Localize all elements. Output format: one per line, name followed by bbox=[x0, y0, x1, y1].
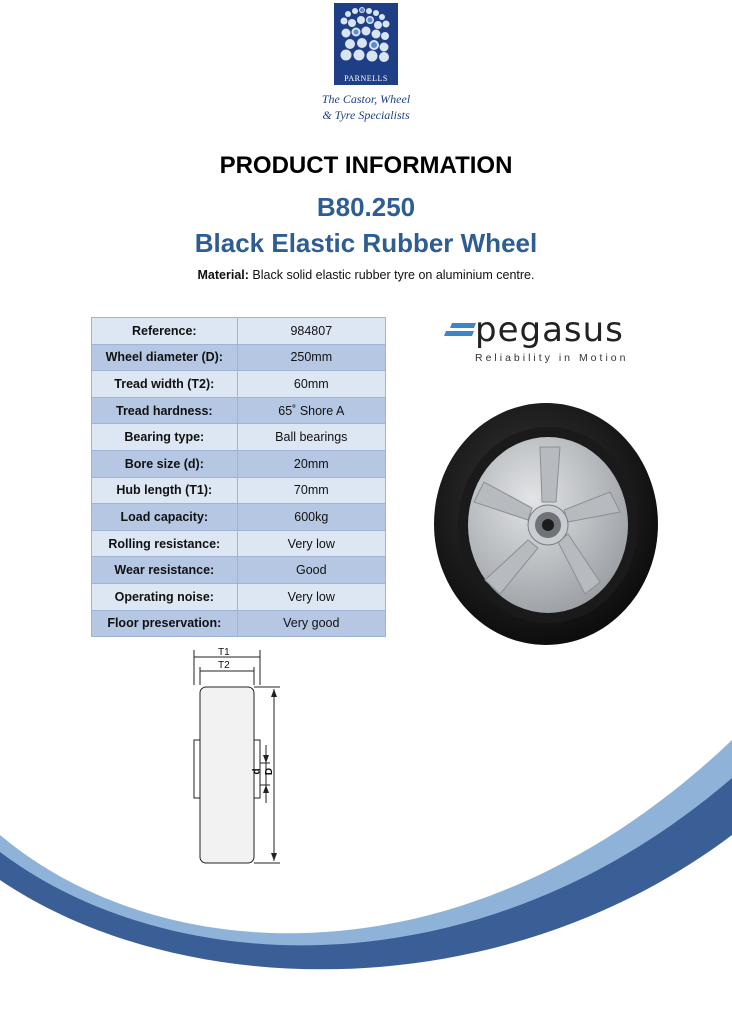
spec-value: 600kg bbox=[237, 504, 385, 531]
tagline-line-2: & Tyre Specialists bbox=[322, 108, 410, 122]
table-row bbox=[92, 397, 386, 424]
spec-key: Tread width (T2): bbox=[92, 371, 238, 398]
pegasus-logo bbox=[444, 310, 629, 368]
table-row bbox=[92, 583, 386, 610]
spec-key: Wear resistance: bbox=[92, 557, 238, 584]
table-row bbox=[92, 557, 386, 584]
spec-value: Very low bbox=[237, 583, 385, 610]
spec-value: 60mm bbox=[237, 371, 385, 398]
spec-value: Very good bbox=[237, 610, 385, 637]
material-text: Black solid elastic rubber tyre on aluminium centre. bbox=[252, 268, 535, 282]
brand-name: PARNELLS bbox=[344, 74, 388, 83]
spec-key: Hub length (T1): bbox=[92, 477, 238, 504]
material-label: Material: bbox=[197, 268, 249, 282]
dim-t2-label: T2 bbox=[218, 660, 230, 671]
dim-bore-label: d bbox=[251, 768, 263, 775]
spec-key: Reference: bbox=[92, 318, 238, 345]
spec-key: Load capacity: bbox=[92, 504, 238, 531]
spec-value: Ball bearings bbox=[237, 424, 385, 451]
spec-value: 65˚ Shore A bbox=[237, 397, 385, 424]
spec-value: Good bbox=[237, 557, 385, 584]
dim-t1-label: T1 bbox=[218, 647, 230, 658]
product-code: B80.250 bbox=[316, 192, 416, 222]
parnells-circles-icon bbox=[334, 3, 398, 73]
rubber-wheel-photo-icon bbox=[430, 402, 660, 647]
table-row bbox=[92, 450, 386, 477]
section-heading: PRODUCT INFORMATION bbox=[219, 152, 513, 179]
spec-value: Very low bbox=[237, 530, 385, 557]
spec-table bbox=[91, 317, 386, 637]
table-row bbox=[92, 610, 386, 637]
pegasus-word: pegasus bbox=[475, 310, 624, 350]
material-line bbox=[0, 268, 732, 282]
spec-value: 984807 bbox=[237, 318, 385, 345]
spec-value: 70mm bbox=[237, 477, 385, 504]
product-name: Black Elastic Rubber Wheel bbox=[194, 228, 538, 258]
pegasus-motto: Reliability in Motion bbox=[475, 352, 629, 364]
table-row bbox=[92, 424, 386, 451]
table-row bbox=[92, 371, 386, 398]
parnells-logo bbox=[334, 3, 398, 85]
table-row bbox=[92, 318, 386, 345]
spec-key: Wheel diameter (D): bbox=[92, 344, 238, 371]
spec-key: Operating noise: bbox=[92, 583, 238, 610]
dim-diameter-label: D bbox=[264, 767, 276, 776]
tagline bbox=[300, 91, 432, 123]
footer-waves-icon bbox=[0, 740, 732, 1024]
spec-value: 20mm bbox=[237, 450, 385, 477]
spec-key: Floor preservation: bbox=[92, 610, 238, 637]
table-row bbox=[92, 477, 386, 504]
spec-value: 250mm bbox=[237, 344, 385, 371]
table-row bbox=[92, 530, 386, 557]
tagline-line-1: The Castor, Wheel bbox=[321, 92, 411, 106]
spec-key: Bearing type: bbox=[92, 424, 238, 451]
table-row bbox=[92, 344, 386, 371]
pegasus-mark-icon bbox=[444, 323, 476, 343]
spec-key: Rolling resistance: bbox=[92, 530, 238, 557]
table-row bbox=[92, 504, 386, 531]
spec-key: Bore size (d): bbox=[92, 450, 238, 477]
spec-key: Tread hardness: bbox=[92, 397, 238, 424]
